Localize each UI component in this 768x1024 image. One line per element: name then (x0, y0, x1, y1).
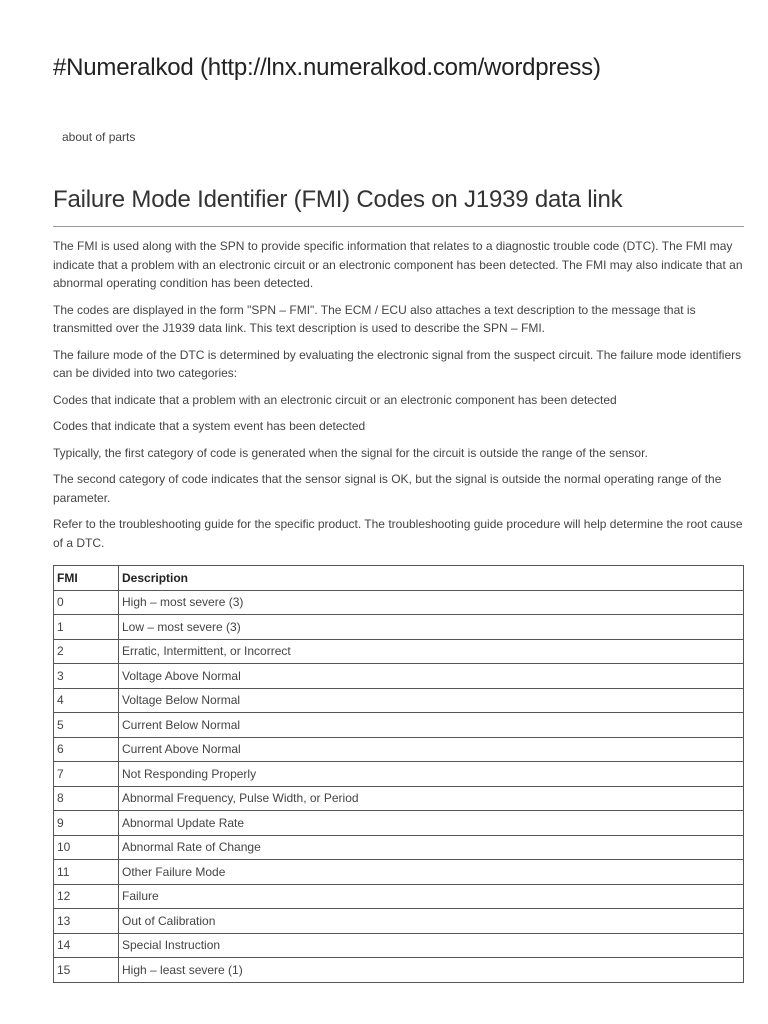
table-row (54, 860, 744, 885)
table-row (54, 884, 744, 909)
table-row (54, 688, 744, 713)
fmi-code: 9 (54, 811, 119, 836)
header-description: Description (119, 566, 744, 591)
table-row (54, 590, 744, 615)
article-body (53, 237, 748, 560)
fmi-code: 5 (54, 713, 119, 738)
fmi-code: 13 (54, 909, 119, 934)
table-row (54, 811, 744, 836)
fmi-code: 10 (54, 835, 119, 860)
site-title[interactable]: #Numeralkod (http://lnx.numeralkod.com/wordpress) (53, 54, 601, 81)
paragraph: The failure mode of the DTC is determined by evaluating the electronic signal from the suspect circuit. The failure mode identifiers can be divided into two categories: (53, 347, 742, 380)
table-row (54, 958, 744, 983)
paragraph: Typically, the first category of code is generated when the signal for the circuit is outside the range of the sensor. (53, 445, 648, 460)
fmi-description: Special Instruction (119, 933, 744, 958)
fmi-description: High – least severe (1) (119, 958, 744, 983)
fmi-code: 14 (54, 933, 119, 958)
table-row (54, 786, 744, 811)
fmi-description: Abnormal Frequency, Pulse Width, or Period (119, 786, 744, 811)
table-row (54, 713, 744, 738)
title-divider (53, 226, 744, 227)
fmi-code: 0 (54, 590, 119, 615)
table-row (54, 835, 744, 860)
paragraph: Codes that indicate that a system event has been detected (53, 419, 366, 433)
fmi-code: 8 (54, 786, 119, 811)
fmi-code: 1 (54, 615, 119, 640)
paragraph: Refer to the troubleshooting guide for the specific product. The troubleshooting guide procedure will help determine the root cause of a DTC. (53, 517, 743, 550)
paragraph: The codes are displayed in the form "SPN – FMI". The ECM / ECU also attaches a text description to the message that is transmitted over the J1939 data link. This text description is used to describe the SPN – FMI. (53, 302, 696, 335)
fmi-code: 3 (54, 664, 119, 689)
fmi-description: Abnormal Rate of Change (119, 835, 744, 860)
fmi-description: Abnormal Update Rate (119, 811, 744, 836)
fmi-code: 2 (54, 639, 119, 664)
fmi-code: 4 (54, 688, 119, 713)
fmi-description: Current Above Normal (119, 737, 744, 762)
table-header-row (54, 566, 744, 591)
paragraph: Codes that indicate that a problem with an electronic circuit or an electronic component has been detected (53, 392, 617, 407)
fmi-description: Not Responding Properly (119, 762, 744, 787)
fmi-description: Erratic, Intermittent, or Incorrect (119, 639, 744, 664)
fmi-description: Low – most severe (3) (119, 615, 744, 640)
category-link[interactable]: about of parts (62, 130, 136, 144)
header-fmi: FMI (54, 566, 119, 591)
table-row (54, 737, 744, 762)
fmi-description: Other Failure Mode (119, 860, 744, 885)
table-row (54, 615, 744, 640)
fmi-description: Failure (119, 884, 744, 909)
fmi-table (53, 565, 744, 983)
page-title: Failure Mode Identifier (FMI) Codes on J1939 data link (53, 186, 623, 213)
fmi-description: Voltage Below Normal (119, 688, 744, 713)
table-row (54, 762, 744, 787)
fmi-description: Out of Calibration (119, 909, 744, 934)
paragraph: The second category of code indicates that the sensor signal is OK, but the signal is outside the normal operating range of the parameter. (53, 472, 722, 505)
fmi-code: 15 (54, 958, 119, 983)
table-row (54, 933, 744, 958)
fmi-code: 6 (54, 737, 119, 762)
fmi-description: Current Below Normal (119, 713, 744, 738)
fmi-code: 7 (54, 762, 119, 787)
fmi-description: High – most severe (3) (119, 590, 744, 615)
table-row (54, 639, 744, 664)
fmi-description: Voltage Above Normal (119, 664, 744, 689)
table-row (54, 664, 744, 689)
fmi-code: 11 (54, 860, 119, 885)
table-row (54, 909, 744, 934)
paragraph: The FMI is used along with the SPN to provide specific information that relates to a diagnostic trouble code (DTC). The FMI may indicate that a problem with an electronic circuit or an electronic component has been detected. The FMI may also indicate that an abnormal operating condition has been detected. (53, 239, 743, 290)
fmi-code: 12 (54, 884, 119, 909)
